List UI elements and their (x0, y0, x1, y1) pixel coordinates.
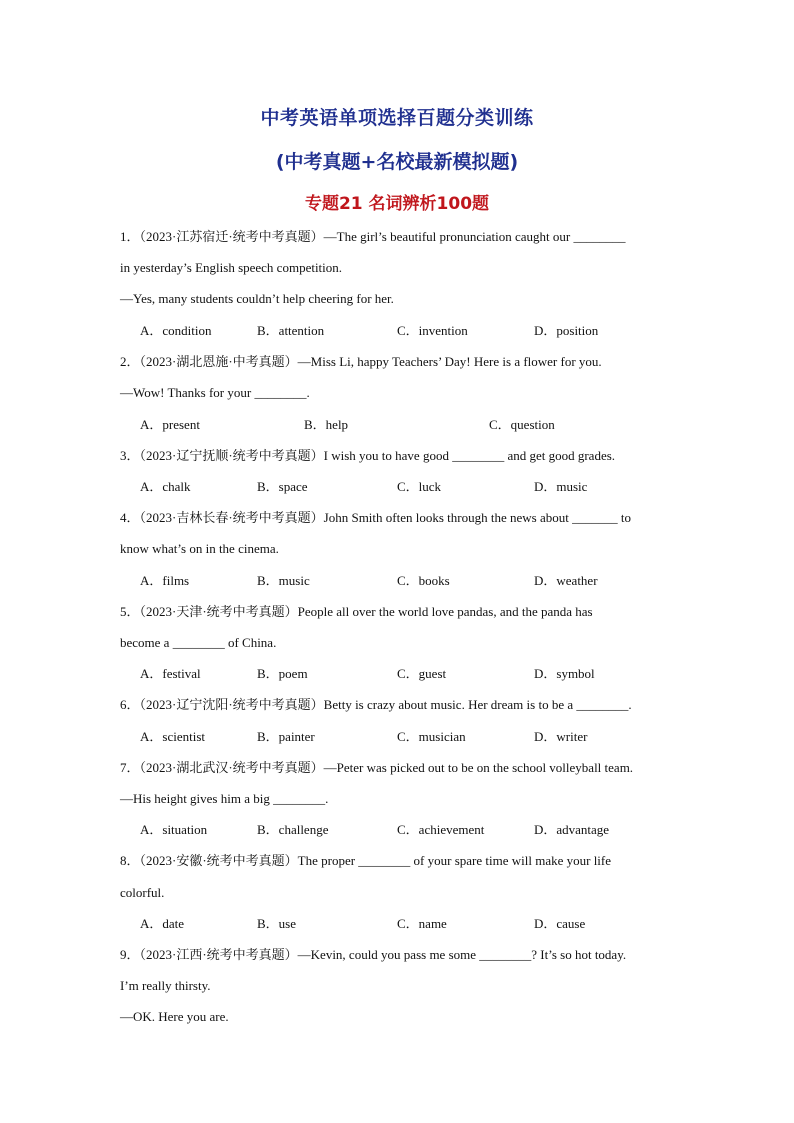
question-7-line-2: —His height gives him a big ________. (120, 791, 329, 806)
document-title: 中考英语单项选择百题分类训练 (260, 107, 534, 129)
question-2-line-2: —Wow! Thanks for your ________. (120, 385, 310, 400)
option-c: C．achievement (397, 822, 485, 837)
question-4-line-2: know what’s on in the cinema. (120, 541, 279, 556)
option-a: A．situation (140, 822, 208, 837)
question-9-line-2: I’m really thirsty. (120, 978, 211, 993)
question-8-line-1: 8．（2023·安徽·统考中考真题）The proper ________ of your spare time will make your life (120, 853, 612, 868)
question-5-options (120, 665, 680, 683)
option-d: D．writer (534, 729, 588, 744)
topic-heading: 专题21 名词辨析100题 (304, 194, 490, 214)
question-8-line-2: colorful. (120, 885, 165, 900)
question-2-options (120, 416, 680, 434)
question-9-line-3: —OK. Here you are. (120, 1009, 229, 1024)
question-5-line-1: 5．（2023·天津·统考中考真题）People all over the world love pandas, and the panda has (120, 604, 593, 619)
option-d: D．symbol (534, 666, 595, 681)
option-a: A．films (140, 573, 190, 588)
option-b: B．space (257, 479, 308, 494)
question-2-line-1: 2．（2023·湖北恩施·中考真题）—Miss Li, happy Teachers’ Day! Here is a flower for you. (120, 354, 602, 369)
question-8-options (120, 915, 680, 933)
question-7-line-1: 7．（2023·湖北武汉·统考中考真题）—Peter was picked out to be on the school volleyball team. (120, 760, 634, 775)
option-c: C．question (489, 417, 555, 432)
question-4-options (120, 572, 680, 590)
option-b: B．attention (257, 323, 325, 338)
option-c: C．books (397, 573, 450, 588)
question-6-options (120, 728, 680, 746)
option-d: D．position (534, 323, 599, 338)
question-1-line-2: in yesterday’s English speech competition. (120, 260, 343, 275)
question-7-options (120, 821, 680, 839)
option-c: C．musician (397, 729, 466, 744)
option-a: A．condition (140, 323, 212, 338)
option-b: B．painter (257, 729, 315, 744)
question-1-options (120, 322, 680, 340)
option-a: A．present (140, 417, 200, 432)
option-d: D．weather (534, 573, 598, 588)
option-b: B．music (257, 573, 310, 588)
question-4-line-1: 4．（2023·吉林长春·统考中考真题）John Smith often looks through the news about _______ to (120, 510, 631, 525)
question-9-line-1: 9．（2023·江西·统考中考真题）—Kevin, could you pass me some ________? It’s so hot today. (120, 947, 627, 962)
document-subtitle: (中考真题+名校最新模拟题) (275, 151, 519, 173)
question-1-line-3: —Yes, many students couldn’t help cheering for her. (120, 291, 394, 306)
option-c: C．guest (397, 666, 447, 681)
option-c: C．luck (397, 479, 442, 494)
question-6-line-1: 6．（2023·辽宁沈阳·统考中考真题）Betty is crazy about music. Her dream is to be a ________. (120, 697, 632, 712)
question-5-line-2: become a ________ of China. (120, 635, 277, 650)
option-b: B．challenge (257, 822, 329, 837)
option-b: B．help (304, 417, 349, 432)
option-d: D．cause (534, 916, 586, 931)
question-3-line-1: 3．（2023·辽宁抚顺·统考中考真题）I wish you to have good ________ and get good grades. (120, 448, 616, 463)
option-d: D．music (534, 479, 588, 494)
question-1-line-1: 1．（2023·江苏宿迁·统考中考真题）—The girl’s beautiful pronunciation caught our ________ (120, 229, 626, 244)
question-3-options (120, 478, 680, 496)
option-a: A．date (140, 916, 185, 931)
option-c: C．invention (397, 323, 468, 338)
option-b: B．poem (257, 666, 308, 681)
option-a: A．scientist (140, 729, 205, 744)
option-d: D．advantage (534, 822, 610, 837)
option-c: C．name (397, 916, 447, 931)
option-a: A．festival (140, 666, 201, 681)
option-b: B．use (257, 916, 297, 931)
option-a: A．chalk (140, 479, 191, 494)
